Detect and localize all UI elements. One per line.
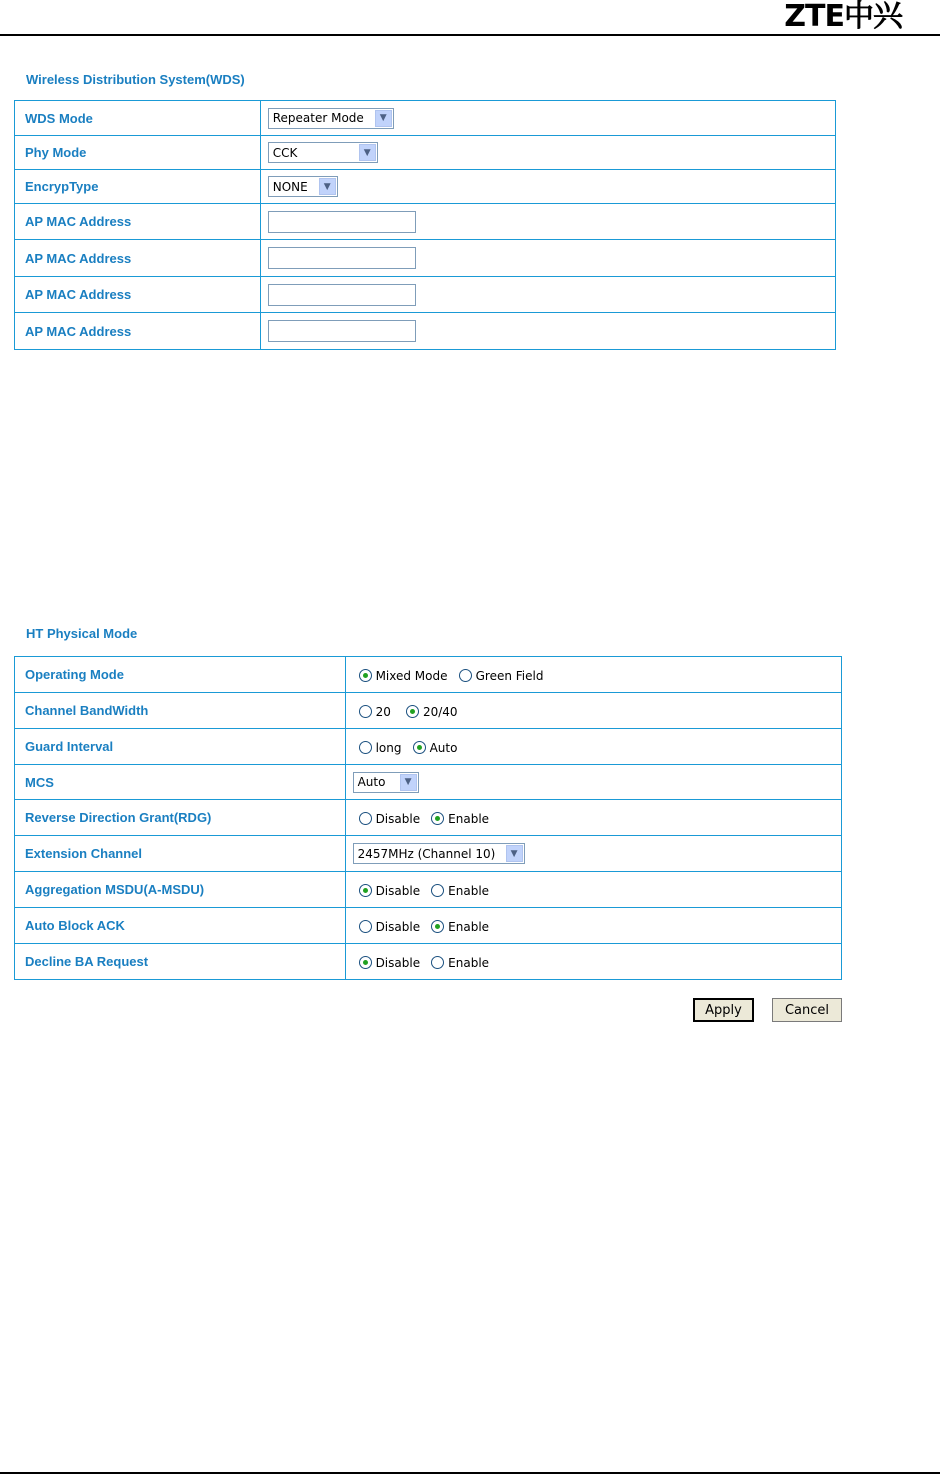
- auto-block-ack-row: [15, 908, 842, 944]
- ap-mac-input-4[interactable]: [268, 320, 416, 342]
- radio-icon: [359, 705, 372, 718]
- radio-green-field[interactable]: Green Field: [459, 669, 544, 683]
- ap-mac-row: [15, 204, 836, 240]
- radio-dba-enable[interactable]: Enable: [431, 956, 489, 970]
- ap-mac-row: [15, 240, 836, 277]
- rdg-row: [15, 800, 842, 836]
- mcs-label: MCS: [15, 765, 346, 800]
- mcs-value: Auto: [357, 775, 386, 789]
- decline-ba-row: [15, 944, 842, 980]
- radio-dba-disable[interactable]: Disable: [359, 956, 421, 970]
- radio-icon: [413, 741, 426, 754]
- ap-mac-input-3[interactable]: [268, 284, 416, 306]
- wds-mode-value: Repeater Mode: [272, 111, 364, 125]
- radio-icon: [431, 920, 444, 933]
- rdg-label: Reverse Direction Grant(RDG): [15, 800, 346, 836]
- encryptype-row: [15, 170, 836, 204]
- amsdu-label: Aggregation MSDU(A-MSDU): [15, 872, 346, 908]
- ap-mac-label: AP MAC Address: [15, 313, 261, 350]
- wds-mode-label: WDS Mode: [15, 101, 261, 136]
- radio-icon: [359, 920, 372, 933]
- radio-bw-20-40[interactable]: 20/40: [406, 705, 458, 719]
- chevron-down-icon: ▼: [319, 178, 336, 195]
- operating-mode-row: [15, 657, 842, 693]
- chevron-down-icon: ▼: [359, 144, 376, 161]
- decline-ba-label: Decline BA Request: [15, 944, 346, 980]
- mcs-select[interactable]: [353, 772, 419, 793]
- ap-mac-label: AP MAC Address: [15, 204, 261, 240]
- phy-mode-row: [15, 136, 836, 170]
- ap-mac-input-2[interactable]: [268, 247, 416, 269]
- phy-mode-select[interactable]: [268, 142, 378, 163]
- radio-amsdu-disable[interactable]: Disable: [359, 884, 421, 898]
- radio-gi-long[interactable]: long: [359, 741, 402, 755]
- encryptype-label: EncrypType: [15, 170, 261, 204]
- ap-mac-input-1[interactable]: [268, 211, 416, 233]
- encryptype-value: NONE: [272, 179, 308, 194]
- wds-mode-row: [15, 101, 836, 136]
- encryptype-select[interactable]: [268, 176, 338, 197]
- channel-bandwidth-label: Channel BandWidth: [15, 693, 346, 729]
- ap-mac-label: AP MAC Address: [15, 240, 261, 277]
- channel-bandwidth-row: [15, 693, 842, 729]
- phy-mode-label: Phy Mode: [15, 136, 261, 170]
- extension-channel-label: Extension Channel: [15, 836, 346, 872]
- wds-section-title: Wireless Distribution System(WDS): [26, 72, 245, 87]
- radio-mixed-mode[interactable]: Mixed Mode: [359, 669, 448, 683]
- ht-section-title: HT Physical Mode: [26, 626, 138, 641]
- radio-gi-auto[interactable]: Auto: [413, 741, 458, 755]
- operating-mode-label: Operating Mode: [15, 657, 346, 693]
- radio-icon: [406, 705, 419, 718]
- radio-icon: [359, 812, 372, 825]
- radio-rdg-disable[interactable]: Disable: [359, 812, 421, 826]
- wds-table: [14, 100, 836, 350]
- guard-interval-row: [15, 729, 842, 765]
- radio-icon: [359, 669, 372, 682]
- auto-block-ack-label: Auto Block ACK: [15, 908, 346, 944]
- radio-aba-enable[interactable]: Enable: [431, 920, 489, 934]
- amsdu-row: [15, 872, 842, 908]
- radio-icon: [359, 956, 372, 969]
- cancel-button[interactable]: Cancel: [772, 998, 842, 1022]
- radio-bw-20[interactable]: 20: [359, 705, 391, 719]
- radio-rdg-enable[interactable]: Enable: [431, 812, 489, 826]
- mcs-row: [15, 765, 842, 800]
- ap-mac-label: AP MAC Address: [15, 277, 261, 313]
- ht-table: [14, 656, 842, 980]
- apply-button[interactable]: Apply: [693, 998, 754, 1022]
- ap-mac-row: [15, 277, 836, 313]
- chevron-down-icon: ▼: [375, 110, 392, 127]
- phy-mode-value: CCK: [272, 145, 298, 160]
- zte-logo: ZTE中兴: [784, 0, 902, 34]
- radio-icon: [431, 956, 444, 969]
- radio-icon: [359, 884, 372, 897]
- radio-amsdu-enable[interactable]: Enable: [431, 884, 489, 898]
- radio-icon: [359, 741, 372, 754]
- extension-channel-select[interactable]: [353, 843, 525, 864]
- chevron-down-icon: ▼: [400, 774, 417, 791]
- ap-mac-row: [15, 313, 836, 350]
- radio-icon: [431, 812, 444, 825]
- extension-channel-row: [15, 836, 842, 872]
- radio-icon: [431, 884, 444, 897]
- header-divider: [0, 34, 940, 36]
- radio-icon: [459, 669, 472, 682]
- chevron-down-icon: ▼: [506, 845, 523, 862]
- guard-interval-label: Guard Interval: [15, 729, 346, 765]
- wds-mode-select[interactable]: [268, 108, 394, 129]
- extension-channel-value: 2457MHz (Channel 10): [357, 846, 496, 861]
- radio-aba-disable[interactable]: Disable: [359, 920, 421, 934]
- footer-divider: [0, 1472, 940, 1474]
